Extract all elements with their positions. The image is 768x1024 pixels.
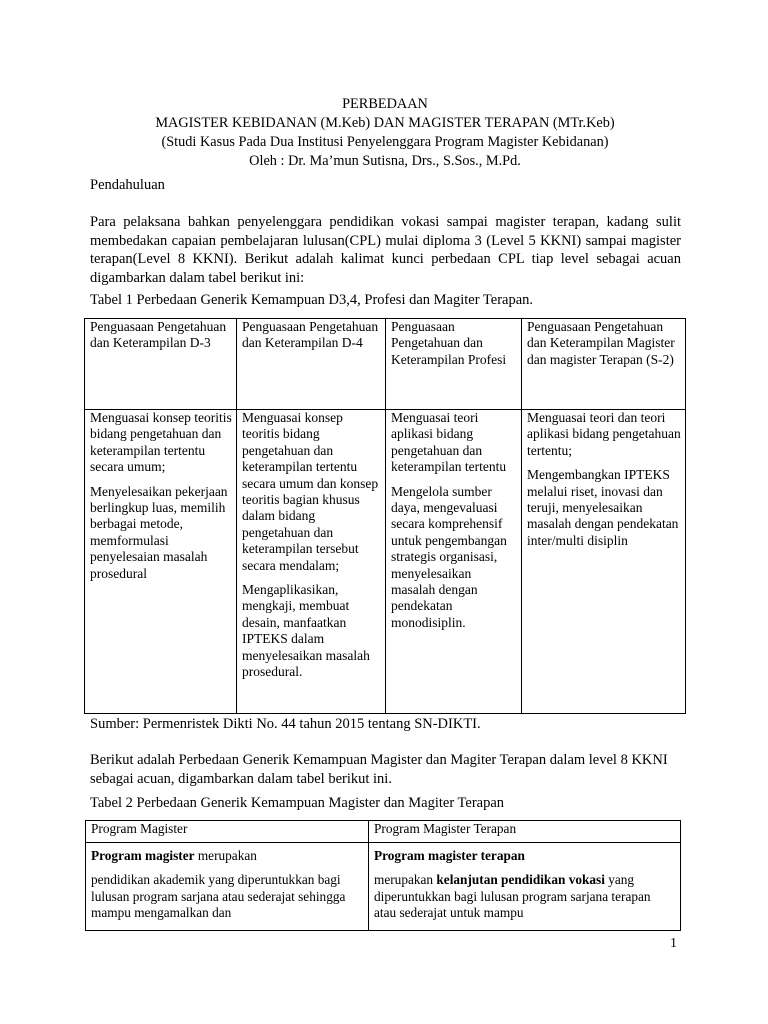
table2-cell-magister-terapan xyxy=(369,843,681,931)
table2-caption: Tabel 2 Perbedaan Generik Kemampuan Magister dan Magiter Terapan xyxy=(90,795,505,811)
cell-paragraph xyxy=(374,872,676,921)
paragraph-2: Berikut adalah Perbedaan Generik Kemampuan Magister dan Magiter Terapan dalam level 8 KKNI sebagai acuan, digambarkan dalam tabel berikut ini. xyxy=(90,752,668,787)
table1-cell-d3 xyxy=(85,410,237,714)
table1-header-cell: Penguasaan Pengetahuan dan Keterampilan D-4 xyxy=(237,319,386,410)
table2-cell-magister xyxy=(86,843,369,931)
title-line-3: (Studi Kasus Pada Dua Institusi Penyelenggara Program Magister Kebidanan) xyxy=(161,134,609,150)
title-line-2: MAGISTER KEBIDANAN (M.Keb) DAN MAGISTER TERAPAN (MTr.Keb) xyxy=(155,115,615,131)
table1-cell-d4 xyxy=(237,410,386,714)
table1-header-cell: Penguasaan Pengetahuan dan Keterampilan D-3 xyxy=(85,319,237,410)
cell-paragraph: Menguasai teori aplikasi bidang pengetahuan dan keterampilan tertentu xyxy=(391,410,507,475)
cell-paragraph: Menyelesaikan pekerjaan berlingkup luas, memilih berbagai metode, memformulasi penyelesaian masalah prosedural xyxy=(90,483,228,581)
page-number: 1 xyxy=(670,936,677,951)
cell-paragraph xyxy=(374,848,676,864)
table1-caption: Tabel 1 Perbedaan Generik Kemampuan D3,4, Profesi dan Magiter Terapan. xyxy=(90,292,534,308)
intro-paragraph: Para pelaksana bahkan penyelenggara pendidikan vokasi sampai magister terapan, kadang sulit membedakan capaian pembelajaran lulusan(CPL) mulai diploma 3 (Level 5 KKNI) sampai magister terapan(Level 8 KKNI). Berikut adalah kalimat kunci perbedaan CPL tiap level sebagai acuan digambarkan dalam tabel berikut ini: xyxy=(90,214,681,286)
source-note: Sumber: Permenristek Dikti No. 44 tahun 2015 tentang SN-DIKTI. xyxy=(90,716,481,732)
table-2 xyxy=(85,820,681,931)
cell-paragraph: pendidikan akademik yang diperuntukkan bagi lulusan program sarjana atau sederajat sehingga mampu mengamalkan dan xyxy=(91,872,346,921)
cell-paragraph: Mengembangkan IPTEKS melalui riset, inovasi dan teruji, menyelesaikan masalah dengan pendekatan inter/multi disiplin xyxy=(527,467,679,548)
document-title xyxy=(90,95,680,171)
bold-term: Program magister terapan xyxy=(374,848,525,863)
table1-header-cell: Penguasaan Pengetahuan dan Keterampilan Profesi xyxy=(386,319,522,410)
cell-paragraph: Mengaplikasikan, mengkaji, membuat desain, manfaatkan IPTEKS dalam menyelesaikan masalah prosedural. xyxy=(242,582,370,680)
table2-header-row xyxy=(86,821,681,843)
cell-paragraph: Menguasai konsep teoritis bidang pengetahuan dan keterampilan tertentu secara umum; xyxy=(90,410,232,475)
cell-text: merupakan xyxy=(374,872,437,888)
cell-paragraph: Menguasai konsep teoritis bidang pengetahuan dan keterampilan tertentu secara umum dan konsep teoritis bagian khusus dalam bidang pengetahuan dan keterampilan tersebut secara mendalam; xyxy=(242,410,379,573)
bold-term: kelanjutan pendidikan vokasi xyxy=(436,872,605,888)
table-1 xyxy=(84,318,686,714)
title-line-1: PERBEDAAN xyxy=(342,96,428,112)
bold-term: Program magister xyxy=(91,848,195,863)
table1-cell-profesi xyxy=(386,410,522,714)
section-heading: Pendahuluan xyxy=(90,177,165,193)
table2-body-row xyxy=(86,843,681,931)
cell-paragraph xyxy=(91,848,364,864)
table1-cell-magister xyxy=(522,410,686,714)
cell-text: yang diperuntukkan bagi lulusan program sarjana terapan atau sederajat untuk mampu xyxy=(374,872,651,921)
table1-body-row xyxy=(85,410,686,714)
cell-paragraph: Menguasai teori dan teori aplikasi bidang pengetahuan tertentu; xyxy=(527,410,681,458)
author-line: Oleh : Dr. Ma’mun Sutisna, Drs., S.Sos., M.Pd. xyxy=(249,153,521,169)
table2-header-cell: Program Magister Terapan xyxy=(369,821,681,843)
table1-header-row xyxy=(85,319,686,410)
table1-header-cell: Penguasaan Pengetahuan dan Keterampilan Magister dan magister Terapan (S-2) xyxy=(522,319,686,410)
table2-header-cell: Program Magister xyxy=(86,821,369,843)
cell-text: merupakan xyxy=(194,848,257,863)
cell-paragraph: Mengelola sumber daya, mengevaluasi secara komprehensif untuk pengembangan strategis organisasi, menyelesaikan masalah dengan pendekatan monodisiplin. xyxy=(391,483,507,630)
